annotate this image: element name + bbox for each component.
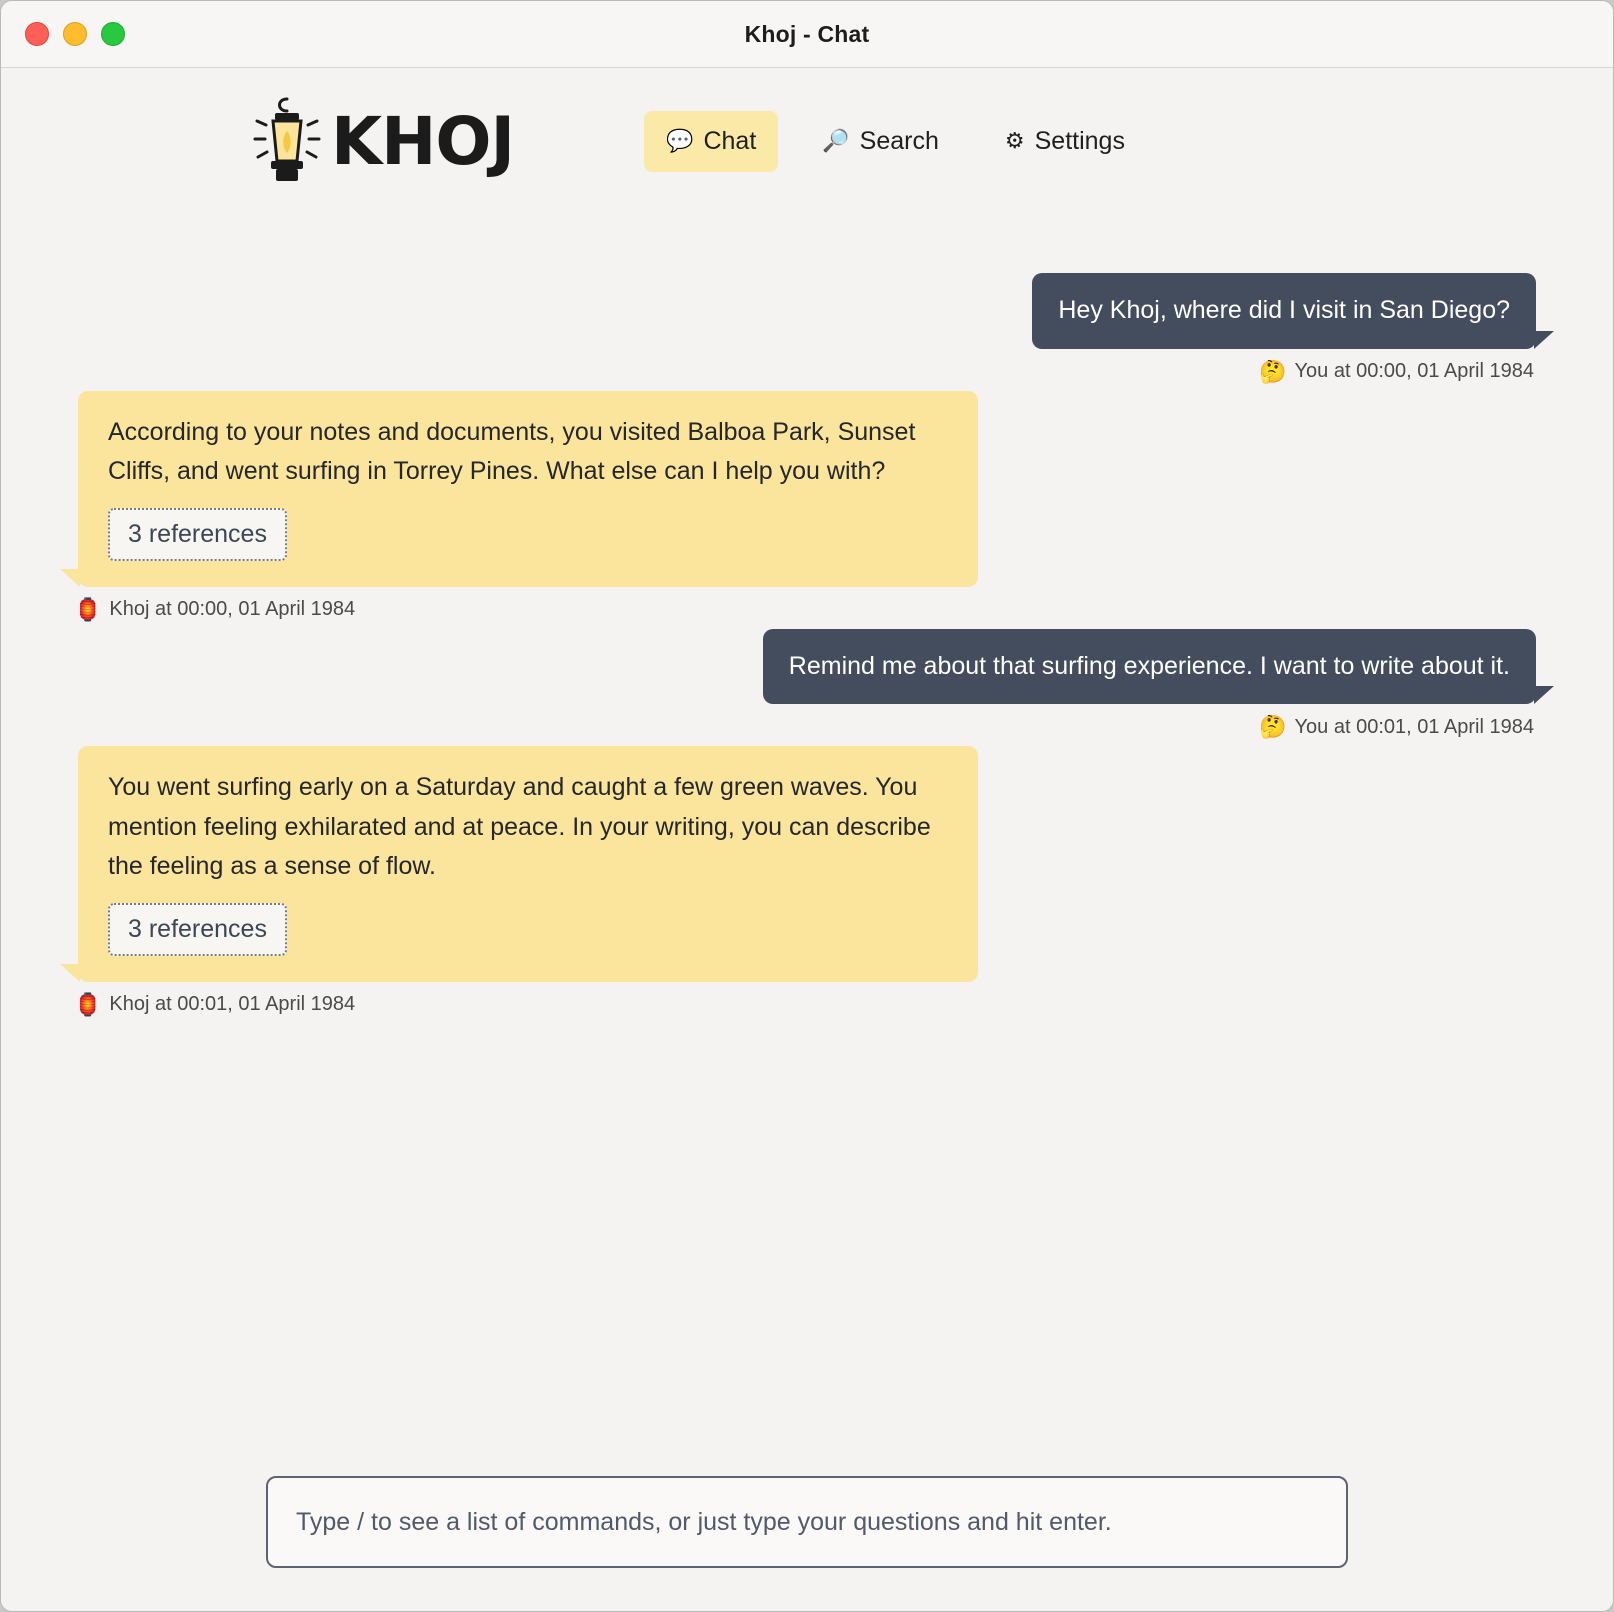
chat-message: [66, 273, 1548, 385]
thinking-face-icon: 🤔: [1259, 714, 1287, 739]
speech-bubble-icon: 💬: [666, 128, 694, 153]
message-meta-text: You at 00:00, 01 April 1984: [1294, 360, 1534, 382]
tab-chat-label: Chat: [703, 126, 757, 155]
message-text: You went surfing early on a Saturday and caught a few green waves. You mention feeling exhilarated and at peace. In your writing, you can describe the feeling as a sense of flow.: [108, 773, 931, 880]
brand-logo: [251, 95, 514, 187]
tab-search[interactable]: [800, 111, 961, 172]
message-bubble-assistant: [78, 391, 978, 587]
lantern-emoji-icon: 🏮: [74, 991, 102, 1017]
thinking-face-icon: 🤔: [1259, 358, 1287, 384]
message-meta: [66, 992, 1548, 1018]
message-meta: [66, 597, 1548, 623]
magnifier-icon: 🔎: [822, 128, 850, 153]
app-content: [1, 68, 1613, 1612]
message-meta-text: Khoj at 00:00, 01 April 1984: [109, 598, 356, 620]
tab-chat[interactable]: [644, 111, 778, 172]
chat-message: [66, 629, 1548, 741]
message-bubble-user: Remind me about that surfing experience. I want to write about it.: [763, 629, 1536, 705]
chat-input-container: [56, 1476, 1558, 1568]
main-nav: [644, 111, 1147, 172]
chat-message: [66, 746, 1548, 1018]
app-header: [56, 68, 1558, 188]
message-meta: [66, 714, 1548, 740]
message-meta-text: Khoj at 00:01, 01 April 1984: [109, 993, 356, 1015]
references-button[interactable]: 3 references: [108, 508, 287, 561]
window-title: Khoj - Chat: [744, 20, 870, 47]
tab-settings-label: Settings: [1034, 126, 1125, 155]
message-meta: [66, 359, 1548, 385]
tab-search-label: Search: [859, 126, 939, 155]
lantern-emoji-icon: 🏮: [74, 596, 102, 622]
message-bubble-assistant: [78, 746, 978, 982]
references-button[interactable]: 3 references: [108, 903, 287, 956]
title-bar: [1, 1, 1613, 68]
message-text: According to your notes and documents, you visited Balboa Park, Sunset Cliffs, and went surfing in Torrey Pines. What else can I help you with?: [108, 417, 916, 485]
brand-wordmark: KHOJ: [331, 102, 515, 180]
chat-message: [66, 391, 1548, 623]
tab-settings[interactable]: [983, 111, 1147, 172]
gear-icon: ⚙: [1004, 128, 1025, 153]
chat-input[interactable]: [266, 1476, 1348, 1568]
lantern-icon: [251, 95, 323, 187]
chat-message-list: [56, 273, 1558, 1388]
message-bubble-user: Hey Khoj, where did I visit in San Diego?: [1032, 273, 1536, 349]
message-meta-text: You at 00:01, 01 April 1984: [1294, 715, 1534, 738]
